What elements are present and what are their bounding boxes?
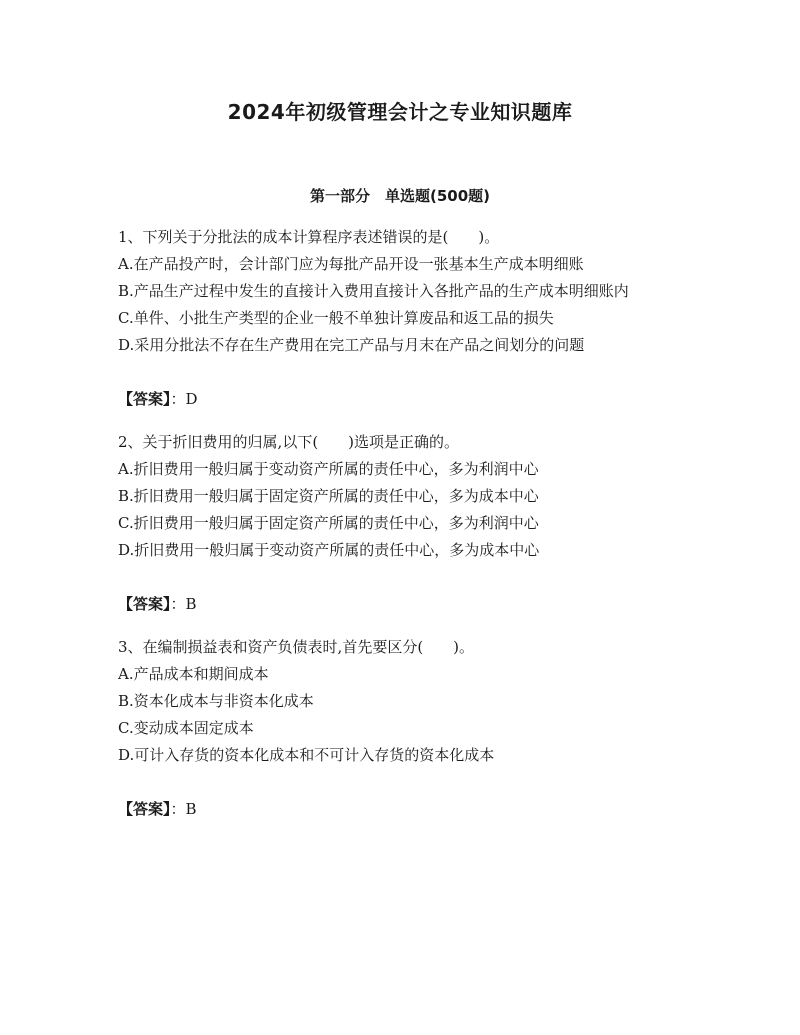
question-stem: 3、在编制损益表和资产负债表时,首先要区分( )。 <box>118 638 475 656</box>
section-title: 第一部分 单选题(500题) <box>309 187 491 205</box>
option-c: C.折旧费用一般归属于固定资产所属的责任中心，多为利润中心 <box>118 514 539 532</box>
option-b: B.产品生产过程中发生的直接计入费用直接计入各批产品的生产成本明细账内 <box>118 282 629 300</box>
answer-label: 【答案】 <box>118 800 171 818</box>
document-title: 2024年初级管理会计之专业知识题库 <box>227 100 573 124</box>
option-d: D.可计入存货的资本化成本和不可计入存货的资本化成本 <box>118 746 495 764</box>
question-2 <box>118 429 678 618</box>
answer-value: ：D <box>170 390 198 408</box>
answer-line <box>118 386 678 413</box>
question-stem: 1、下列关于分批法的成本计算程序表述错误的是( )。 <box>118 228 500 246</box>
option-d: D.折旧费用一般归属于变动资产所属的责任中心，多为成本中心 <box>118 541 540 559</box>
option-d: D.采用分批法不存在生产费用在完工产品与月末在产品之间划分的问题 <box>118 336 585 354</box>
option-b: B.资本化成本与非资本化成本 <box>118 692 314 710</box>
question-list <box>118 224 678 839</box>
option-a: A.产品成本和期间成本 <box>118 665 269 683</box>
question-3 <box>118 634 678 823</box>
answer-value: ：B <box>170 800 197 818</box>
answer-line <box>118 591 678 618</box>
option-c: C.单件、小批生产类型的企业一般不单独计算废品和返工品的损失 <box>118 309 554 327</box>
option-a: A.在产品投产时，会计部门应为每批产品开设一张基本生产成本明细账 <box>118 255 584 273</box>
question-1 <box>118 224 678 413</box>
answer-value: ：B <box>170 595 197 613</box>
answer-label: 【答案】 <box>118 595 171 613</box>
option-b: B.折旧费用一般归属于固定资产所属的责任中心，多为成本中心 <box>118 487 539 505</box>
answer-label: 【答案】 <box>118 390 171 408</box>
option-c: C.变动成本固定成本 <box>118 719 254 737</box>
question-stem: 2、关于折旧费用的归属,以下( )选项是正确的。 <box>118 433 460 451</box>
answer-line <box>118 796 678 823</box>
option-a: A.折旧费用一般归属于变动资产所属的责任中心，多为利润中心 <box>118 460 539 478</box>
